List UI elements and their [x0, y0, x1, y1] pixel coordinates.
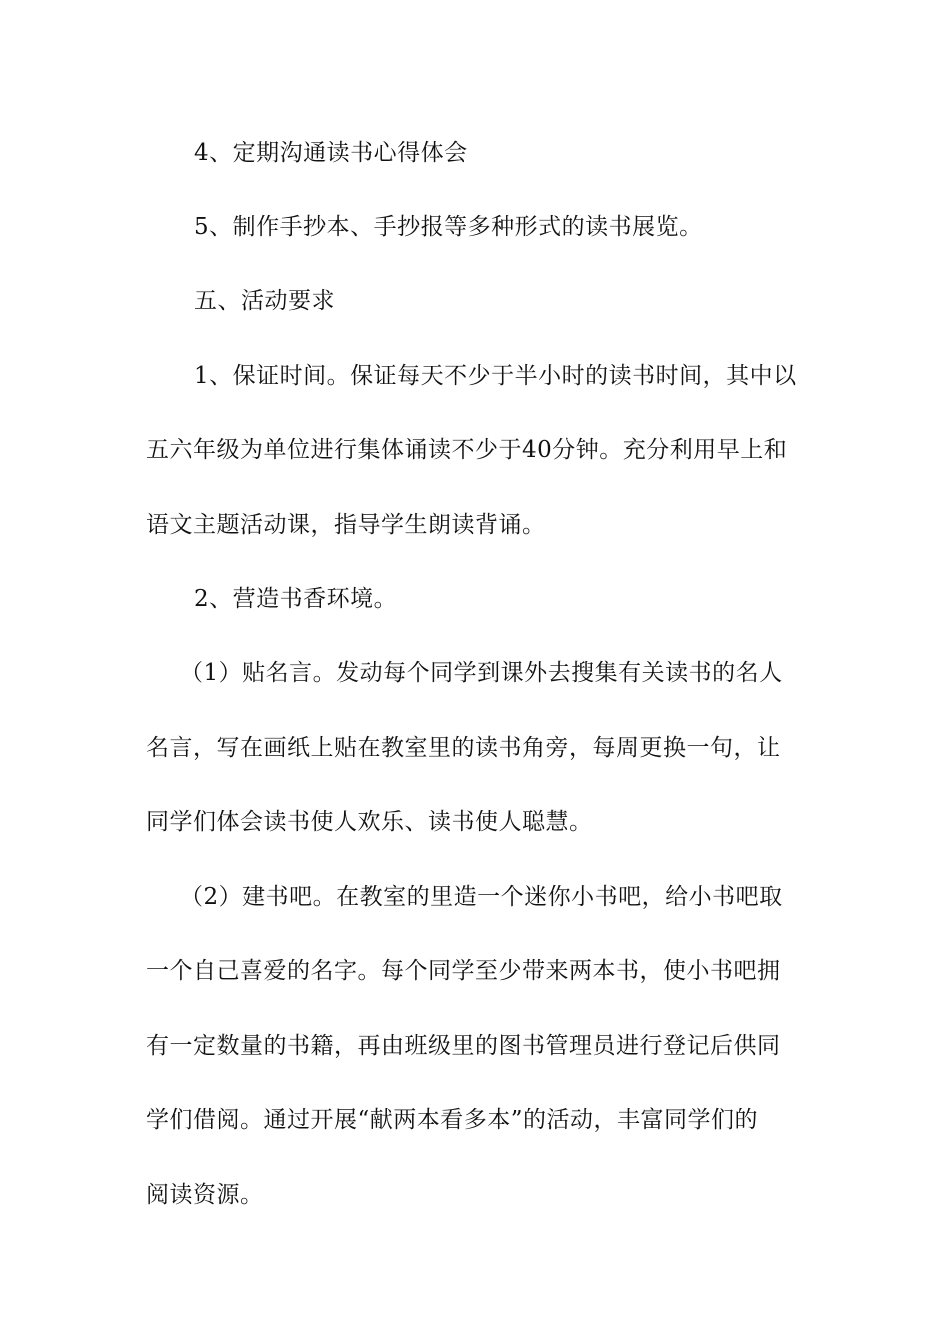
text-line: 一个自己喜爱的名字。每个同学至少带来两本书，使小书吧拥: [146, 958, 781, 984]
text-line: 同学们体会读书使人欢乐、读书使人聪慧。: [146, 809, 593, 835]
text-line: 语文主题活动课，指导学生朗读背诵。: [146, 512, 546, 538]
text-line: 5、制作手抄本、手抄报等多种形式的读书展览。: [194, 214, 703, 240]
text-line: （1）贴名言。发动每个同学到课外去搜集有关读书的名人: [180, 660, 783, 686]
text-line: 有一定数量的书籍，再由班级里的图书管理员进行登记后供同: [146, 1033, 781, 1059]
text-line: 阅读资源。: [146, 1182, 264, 1208]
text-line: （2）建书吧。在教室的里造一个迷你小书吧，给小书吧取: [180, 884, 783, 910]
text-line: 4、定期沟通读书心得体会: [194, 140, 468, 166]
text-line: 名言，写在画纸上贴在教室里的读书角旁，每周更换一句，让: [146, 735, 781, 761]
text-line: 五六年级为单位进行集体诵读不少于40分钟。充分利用早上和: [146, 437, 788, 463]
text-line: 学们借阅。通过开展“献两本看多本”的活动，丰富同学们的: [146, 1107, 759, 1133]
text-line: 2、营造书香环境。: [194, 586, 398, 612]
text-line: 1、保证时间。保证每天不少于半小时的读书时间，其中以: [194, 363, 797, 389]
section-heading: 五、活动要求: [194, 288, 335, 314]
